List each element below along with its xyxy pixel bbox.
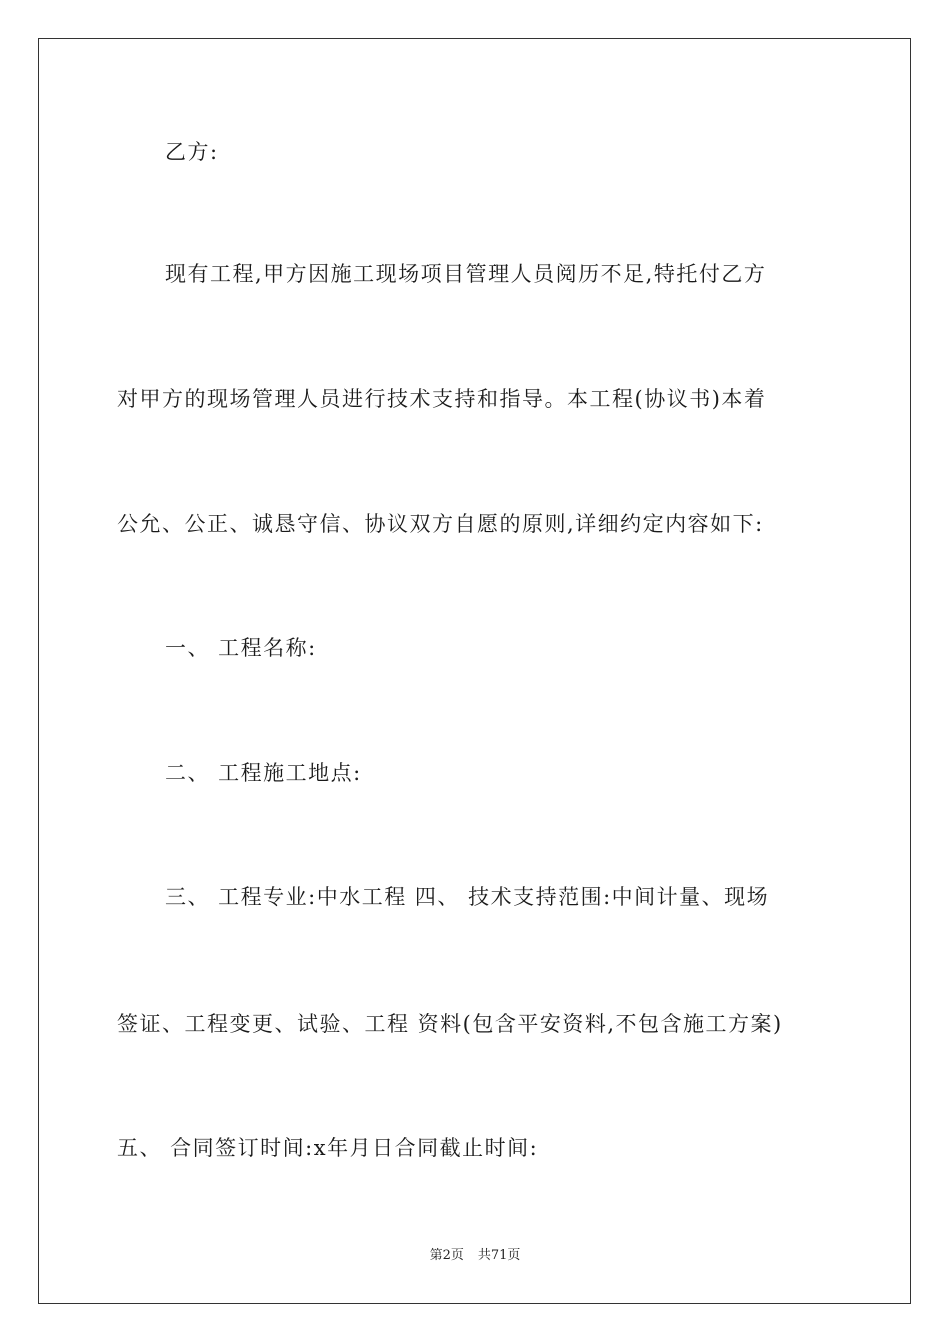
text-line-contract-time: 五、 合同签订时间:x年月日合同截止时间: <box>117 1136 539 1160</box>
text-line-project-location: 二、 工程施工地点: <box>165 761 362 785</box>
text-line-intro-1: 现有工程,甲方因施工现场项目管理人员阅历不足,特托付乙方 <box>165 262 767 286</box>
text-line-support-scope: 签证、工程变更、试验、工程 资料(包含平安资料,不包含施工方案) <box>117 1012 783 1036</box>
text-line-project-specialty: 三、 工程专业:中水工程 四、 技术支持范围:中间计量、现场 <box>165 885 770 909</box>
page-frame <box>38 38 911 1304</box>
text-line-party-b: 乙方: <box>165 140 219 164</box>
page-number: 第2页 <box>429 1248 464 1263</box>
text-line-intro-2: 对甲方的现场管理人员进行技术支持和指导。本工程(协议书)本着 <box>117 387 767 411</box>
text-line-intro-3: 公允、公正、诚恳守信、协议双方自愿的原则,详细约定内容如下: <box>117 512 764 536</box>
page-footer <box>0 1247 950 1265</box>
page-total: 共71页 <box>477 1248 521 1263</box>
text-line-project-name: 一、 工程名称: <box>165 636 317 660</box>
